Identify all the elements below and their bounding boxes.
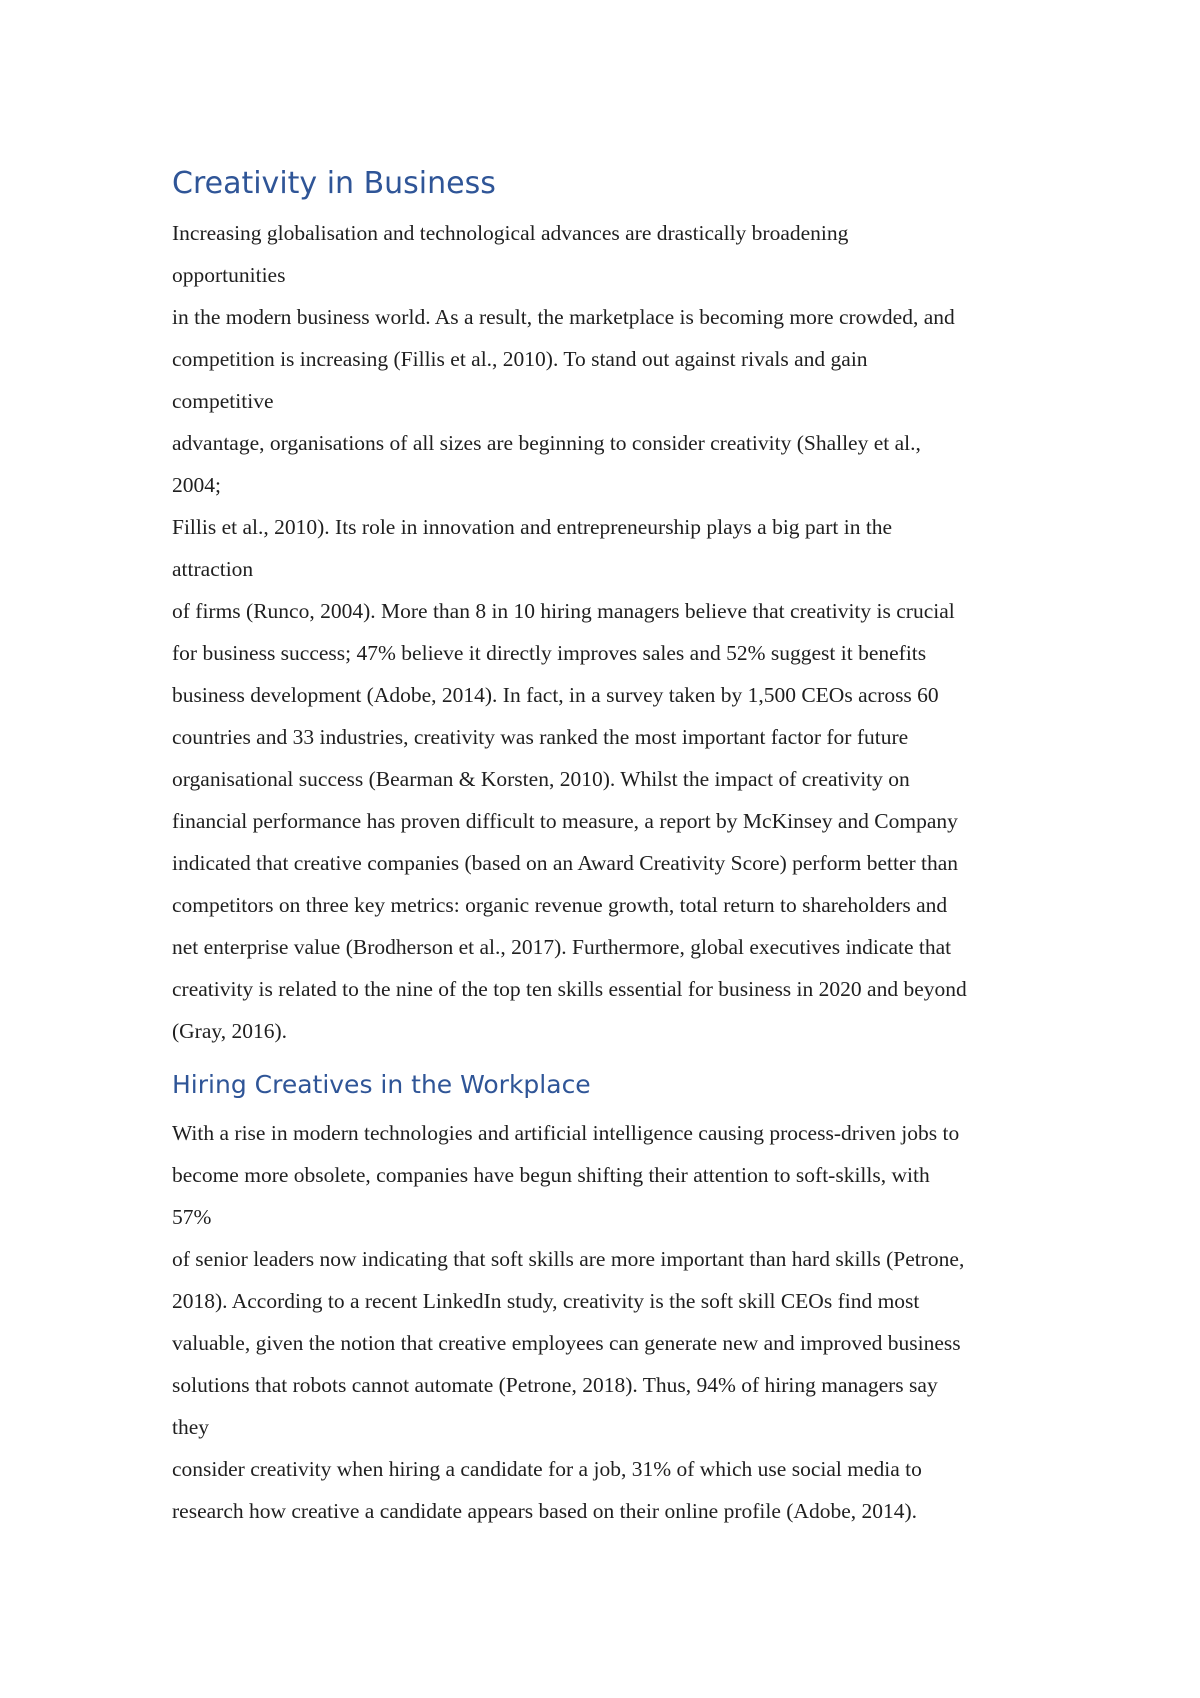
text-line: research how creative a candidate appears based on their online profile (Adobe, 2014). bbox=[172, 1499, 918, 1523]
text-line: opportunities bbox=[172, 263, 286, 287]
text-line: attraction bbox=[172, 557, 254, 581]
text-line: competition is increasing (Fillis et al., 2010). To stand out against rivals and gain bbox=[172, 347, 868, 371]
text-line: net enterprise value (Brodherson et al., 2017). Furthermore, global executives indicate that bbox=[172, 935, 952, 959]
text-line: 57% bbox=[172, 1205, 212, 1229]
heading-creativity-in-business: Creativity in Business bbox=[172, 166, 496, 201]
text-line: organisational success (Bearman & Korsten, 2010). Whilst the impact of creativity on bbox=[172, 767, 910, 791]
text-line: consider creativity when hiring a candidate for a job, 31% of which use social media to bbox=[172, 1457, 922, 1481]
text-line: advantage, organisations of all sizes are beginning to consider creativity (Shalley et al., bbox=[172, 431, 921, 455]
text-line: competitors on three key metrics: organic revenue growth, total return to shareholders and bbox=[172, 893, 948, 917]
text-line: competitive bbox=[172, 389, 274, 413]
text-line: Increasing globalisation and technological advances are drastically broadening bbox=[172, 221, 849, 245]
text-line: solutions that robots cannot automate (Petrone, 2018). Thus, 94% of hiring managers say bbox=[172, 1373, 938, 1397]
text-line: 2004; bbox=[172, 473, 221, 497]
text-line: of senior leaders now indicating that soft skills are more important than hard skills (Petrone, bbox=[172, 1247, 965, 1271]
text-line: (Gray, 2016). bbox=[172, 1019, 288, 1043]
text-line: they bbox=[172, 1415, 210, 1439]
paragraph-hiring-creatives bbox=[172, 1112, 1042, 1532]
text-line: indicated that creative companies (based on an Award Creativity Score) perform better than bbox=[172, 851, 959, 875]
text-line: Fillis et al., 2010). Its role in innovation and entrepreneurship plays a big part in the bbox=[172, 515, 893, 539]
text-line: for business success; 47% believe it directly improves sales and 52% suggest it benefits bbox=[172, 641, 927, 665]
heading-hiring-creatives: Hiring Creatives in the Workplace bbox=[172, 1070, 591, 1099]
text-line: creativity is related to the nine of the top ten skills essential for business in 2020 and beyond bbox=[172, 977, 967, 1001]
text-line: become more obsolete, companies have begun shifting their attention to soft-skills, with bbox=[172, 1163, 930, 1187]
paragraph-creativity-in-business bbox=[172, 212, 1042, 1052]
text-line: valuable, given the notion that creative employees can generate new and improved business bbox=[172, 1331, 961, 1355]
text-line: With a rise in modern technologies and artificial intelligence causing process-driven jobs to bbox=[172, 1121, 960, 1145]
text-line: in the modern business world. As a result, the marketplace is becoming more crowded, and bbox=[172, 305, 955, 329]
text-line: countries and 33 industries, creativity was ranked the most important factor for future bbox=[172, 725, 909, 749]
text-line: 2018). According to a recent LinkedIn study, creativity is the soft skill CEOs find most bbox=[172, 1289, 920, 1313]
text-line: financial performance has proven difficult to measure, a report by McKinsey and Company bbox=[172, 809, 958, 833]
text-line: business development (Adobe, 2014). In fact, in a survey taken by 1,500 CEOs across 60 bbox=[172, 683, 939, 707]
document-body bbox=[172, 160, 1042, 1532]
text-line: of firms (Runco, 2004). More than 8 in 10 hiring managers believe that creativity is crucial bbox=[172, 599, 955, 623]
